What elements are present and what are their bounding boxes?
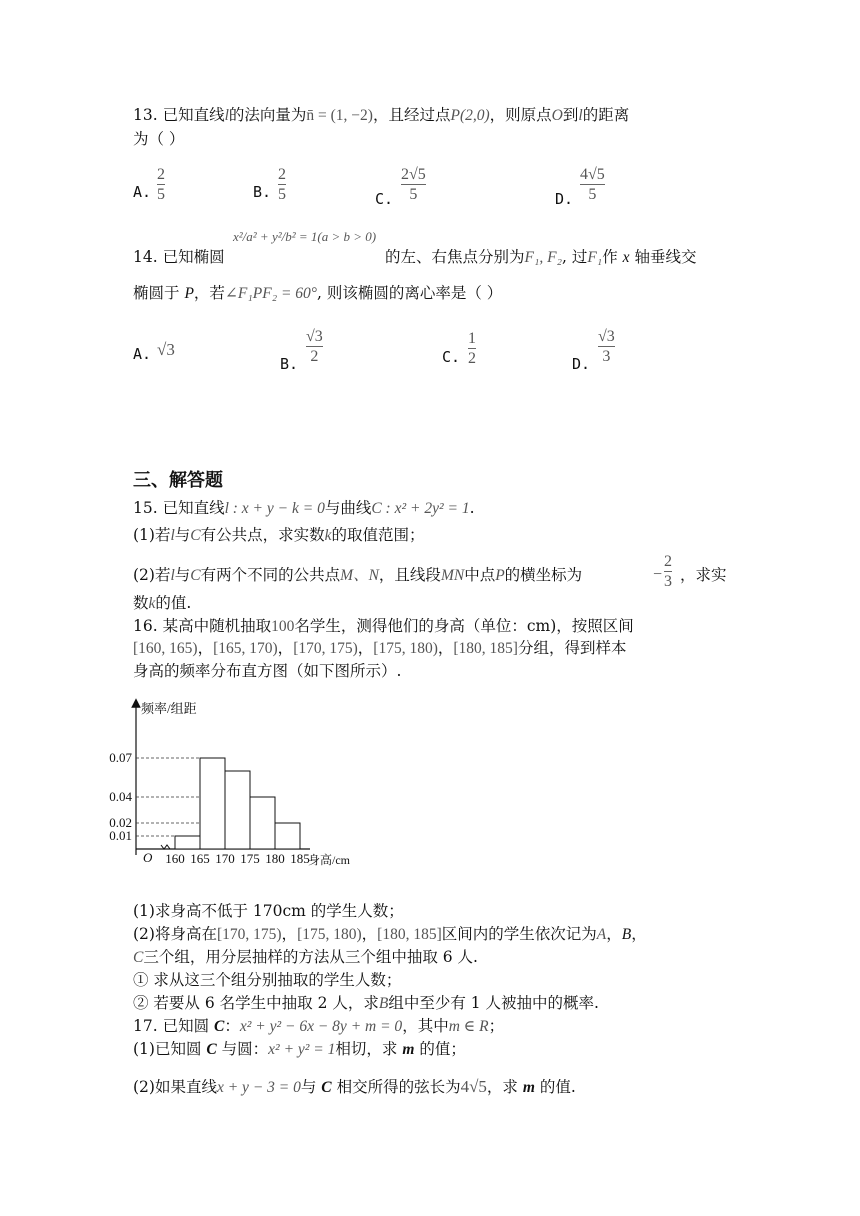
q13-option-b-label: B. xyxy=(253,183,272,201)
q17-text: 与 xyxy=(300,1078,322,1096)
q16-sep: ， xyxy=(197,639,214,657)
q14-ellipse-equation: x²/a² + y²/b² = 1(a > b > 0) xyxy=(233,229,377,244)
denominator: 3 xyxy=(602,348,611,365)
q17-text: ； xyxy=(488,1017,505,1035)
q15-text: 15. 已知直线 xyxy=(133,499,225,517)
histogram-bar xyxy=(200,758,225,849)
q13-l: l xyxy=(578,107,583,124)
q15-part2-line2 xyxy=(133,593,191,614)
q15-text: 的取值范围； xyxy=(331,526,425,544)
q13-option-a-value xyxy=(157,166,165,203)
q16-part2-line1 xyxy=(133,924,647,945)
q16-line1 xyxy=(133,616,634,637)
denominator: 5 xyxy=(278,186,286,203)
q15-text: 的值. xyxy=(155,594,192,612)
q14-option-c-label: C. xyxy=(442,348,461,366)
q14-option-d-value xyxy=(598,328,615,365)
q16-line2 xyxy=(133,638,626,659)
frequency-histogram xyxy=(109,695,365,870)
q15-line1 xyxy=(133,498,475,519)
q13-text: ，且经过点 xyxy=(372,106,451,124)
q17-text: 17. 已知圆 xyxy=(133,1017,215,1035)
fraction-bar xyxy=(157,184,165,185)
q17-line1 xyxy=(133,1016,504,1037)
fraction-bar xyxy=(401,184,426,185)
q16-c: C xyxy=(133,949,144,966)
q16-text: 16. 某高中随机抽取 xyxy=(133,617,272,635)
histogram-bar xyxy=(225,771,250,849)
q17-text: 的值； xyxy=(414,1040,466,1058)
q16-interval: [170, 175) xyxy=(216,926,282,943)
q16-sep: ， xyxy=(631,925,647,943)
q14-option-b-value xyxy=(306,328,323,365)
q14-x: x xyxy=(622,249,630,266)
q16-interval: [165, 170) xyxy=(213,640,278,657)
q17-unit-circle: x² + y² = 1 xyxy=(268,1041,336,1058)
q16-b: B xyxy=(621,926,632,943)
fraction-bar xyxy=(278,184,286,185)
fraction-bar xyxy=(664,571,672,572)
q17-m: m xyxy=(402,1041,415,1058)
q16-text: 分组，得到样本 xyxy=(517,639,627,657)
q14-option-a-label: A. xyxy=(133,345,152,363)
numerator: 4√5 xyxy=(580,166,605,183)
q16-sep: ， xyxy=(606,925,622,943)
q16-interval: [180, 185] xyxy=(377,926,442,943)
q17-text: 相交所得的弦长为 xyxy=(331,1078,461,1096)
q14-foci: F₁, F₂ xyxy=(524,249,562,266)
q14-angle: ∠F₁PF₂ = 60° xyxy=(224,285,317,302)
q16-text: (2)将身高在 xyxy=(133,925,217,943)
y-tick-label: 0.01 xyxy=(109,828,132,843)
q15-c: C xyxy=(190,567,201,584)
q14-text: 轴垂线交 xyxy=(629,248,697,266)
denominator: 2 xyxy=(310,348,319,365)
q17-chord-length: 4√5 xyxy=(460,1077,487,1096)
q16-interval: [170, 175) xyxy=(293,640,358,657)
denominator: 5 xyxy=(409,186,418,203)
numerator: 2 xyxy=(157,166,165,183)
q15-part2-line1 xyxy=(133,565,582,586)
denominator: 5 xyxy=(157,186,165,203)
q16-b: B xyxy=(378,995,389,1012)
q15-text: 有两个不同的公共点 xyxy=(200,566,341,584)
q13-line2: 为（ ） xyxy=(133,130,185,148)
q15-k: k xyxy=(324,527,332,544)
q17-text: 与圆： xyxy=(216,1040,269,1058)
q16-a: A xyxy=(596,926,607,943)
q16-sample-size: 100 xyxy=(271,618,295,635)
q16-part2-line2 xyxy=(133,947,478,968)
q16-interval: [175, 180) xyxy=(297,926,362,943)
q15-l: l xyxy=(170,527,175,544)
q14-text: 椭圆于 xyxy=(133,284,185,302)
q14-text: , 过 xyxy=(561,248,588,266)
x-tick-label: 160 xyxy=(165,851,185,866)
q14-line1 xyxy=(133,247,225,267)
q15-curve-equation: C : x² + 2y² = 1 xyxy=(371,500,470,517)
q13-normal-vector: n̄ = (1, −2) xyxy=(306,107,373,124)
x-axis-label: 身高/cm xyxy=(308,853,350,867)
q13-point: P(2,0) xyxy=(450,107,490,124)
q15-mn: M、N xyxy=(340,567,379,584)
q17-m: m xyxy=(522,1079,535,1096)
numerator: √3 xyxy=(598,328,615,345)
q17-part2 xyxy=(133,1077,576,1098)
q14-p: P xyxy=(184,285,194,302)
q15-p: P xyxy=(495,567,505,584)
q17-part1 xyxy=(133,1039,466,1060)
q14-option-a-value: √3 xyxy=(157,340,175,359)
q14-text: 14. 已知椭圆 xyxy=(133,248,225,266)
q16-line3: 身高的频率分布直方图（如下图所示）. xyxy=(133,662,402,680)
histogram-bar xyxy=(175,836,200,849)
q16-interval: [175, 180) xyxy=(373,640,438,657)
q13-origin: O xyxy=(551,107,563,124)
q15-l: l xyxy=(170,567,175,584)
q15-part1 xyxy=(133,525,425,546)
histogram-bar xyxy=(250,797,275,849)
q15-mn: MN xyxy=(440,567,465,584)
q13-option-d-value xyxy=(580,166,605,203)
q14-text: 的左、右焦点分别为 xyxy=(385,248,525,266)
q13-text: 13. 已知直线 xyxy=(133,106,225,124)
q17-text: ： xyxy=(224,1017,240,1035)
q14-text: 作 xyxy=(602,248,623,266)
q15-c: C xyxy=(190,527,201,544)
q15-text: 数 xyxy=(133,594,149,612)
fraction-bar xyxy=(580,184,605,185)
x-tick-label: 175 xyxy=(240,851,260,866)
q15-text: 中点 xyxy=(464,566,496,584)
q15-text: 与 xyxy=(174,566,191,584)
x-tick-label: 180 xyxy=(265,851,285,866)
q15-part2-line1-end: ，求实 xyxy=(680,566,727,584)
q16-sep: ， xyxy=(281,925,298,943)
q16-sub2 xyxy=(133,993,599,1014)
q17-text: 的值. xyxy=(534,1078,576,1096)
q13-text: 的法向量为 xyxy=(228,106,307,124)
q15-text: 与 xyxy=(174,526,191,544)
x-tick-label: 170 xyxy=(215,851,235,866)
q13-option-a-label: A. xyxy=(133,183,152,201)
q17-c: C xyxy=(321,1079,332,1096)
q16-sep: ， xyxy=(357,639,374,657)
q13-text: 到 xyxy=(562,106,579,124)
section-heading: 三、解答题 xyxy=(133,470,223,491)
q17-text: 相切，求 xyxy=(335,1040,403,1058)
q16-sep: ， xyxy=(361,925,378,943)
fraction-bar xyxy=(468,348,476,349)
numerator: √3 xyxy=(306,328,323,345)
q16-interval: [180, 185] xyxy=(453,640,518,657)
q16-sep: ， xyxy=(437,639,454,657)
q14-f1: F₁ xyxy=(587,249,603,266)
q16-sub1: ① 求从这三个组分别抽取的学生人数； xyxy=(133,971,402,989)
y-tick-label: 0.02 xyxy=(109,815,132,830)
y-axis-label: 频率/组距 xyxy=(141,701,197,716)
q15-text: (2)若 xyxy=(133,566,171,584)
denominator: 5 xyxy=(588,186,597,203)
numerator: 2 xyxy=(664,553,672,570)
numerator: 2√5 xyxy=(401,166,426,183)
q15-text: ，且线段 xyxy=(378,566,441,584)
q13-option-c-value xyxy=(401,166,426,203)
q16-text: 名学生，测得他们的身高（单位：cm)，按照区间 xyxy=(294,617,634,635)
q15-text: . xyxy=(469,499,475,517)
q15-line-equation: l : x + y − k = 0 xyxy=(224,500,325,517)
q17-text: (2)如果直线 xyxy=(133,1078,217,1096)
q17-text: ，其中 xyxy=(402,1017,449,1035)
q15-text: 的横坐标为 xyxy=(504,566,583,584)
denominator: 3 xyxy=(664,573,672,590)
fraction-bar xyxy=(598,346,615,347)
q15-fraction xyxy=(664,553,672,590)
q16-text: ② 若要从 6 名学生中抽取 2 人，求 xyxy=(133,994,379,1012)
histogram-bar xyxy=(275,823,300,849)
q14-text: ，若 xyxy=(193,284,225,302)
q13-text: ，则原点 xyxy=(489,106,552,124)
q17-line-equation: x + y − 3 = 0 xyxy=(216,1079,301,1096)
q14-text: , 则该椭圆的离心率是（ ） xyxy=(317,284,503,302)
q13-text: 的距离 xyxy=(582,106,630,124)
q14-line2 xyxy=(133,283,502,304)
q17-text: ，求 xyxy=(486,1078,523,1096)
q17-c: C xyxy=(214,1018,225,1035)
q13-l: l xyxy=(224,107,229,124)
q16-text: 区间内的学生依次记为 xyxy=(441,925,597,943)
q14-option-c-value xyxy=(468,330,476,367)
origin-label: O xyxy=(143,850,153,865)
q13-option-b-value xyxy=(278,166,286,203)
x-tick-label: 165 xyxy=(190,851,210,866)
q15-text: (1)若 xyxy=(133,526,171,544)
q15-neg-sign: − xyxy=(653,566,663,583)
fraction-bar xyxy=(306,346,323,347)
q14-option-d-label: D. xyxy=(572,355,591,373)
denominator: 2 xyxy=(468,350,476,367)
q13-option-c-label: C. xyxy=(375,190,394,208)
q17-m-in-r: m ∈ R xyxy=(448,1018,489,1035)
q17-c: C xyxy=(206,1041,217,1058)
q13-line1 xyxy=(133,105,629,126)
q16-text: 组中至少有 1 人被抽中的概率. xyxy=(388,994,599,1012)
q13-option-d-label: D. xyxy=(555,190,574,208)
q16-part1: (1)求身高不低于 170cm 的学生人数； xyxy=(133,902,404,920)
y-tick-label: 0.07 xyxy=(109,750,132,765)
numerator: 2 xyxy=(278,166,286,183)
q15-text: 与曲线 xyxy=(324,499,372,517)
q16-sep: ， xyxy=(277,639,294,657)
q14-line1-rest xyxy=(385,247,696,268)
numerator: 1 xyxy=(468,330,476,347)
q14-option-b-label: B. xyxy=(280,355,299,373)
y-tick-label: 0.04 xyxy=(109,789,132,804)
q17-text: (1)已知圆 xyxy=(133,1040,207,1058)
x-tick-label: 185 xyxy=(290,851,310,866)
q16-text: 三个组，用分层抽样的方法从三个组中抽取 6 人. xyxy=(143,948,478,966)
q15-k: k xyxy=(148,595,156,612)
q16-interval: [160, 165) xyxy=(133,640,198,657)
q17-circle-equation: x² + y² − 6x − 8y + m = 0 xyxy=(239,1018,403,1035)
q15-text: 有公共点，求实数 xyxy=(200,526,325,544)
